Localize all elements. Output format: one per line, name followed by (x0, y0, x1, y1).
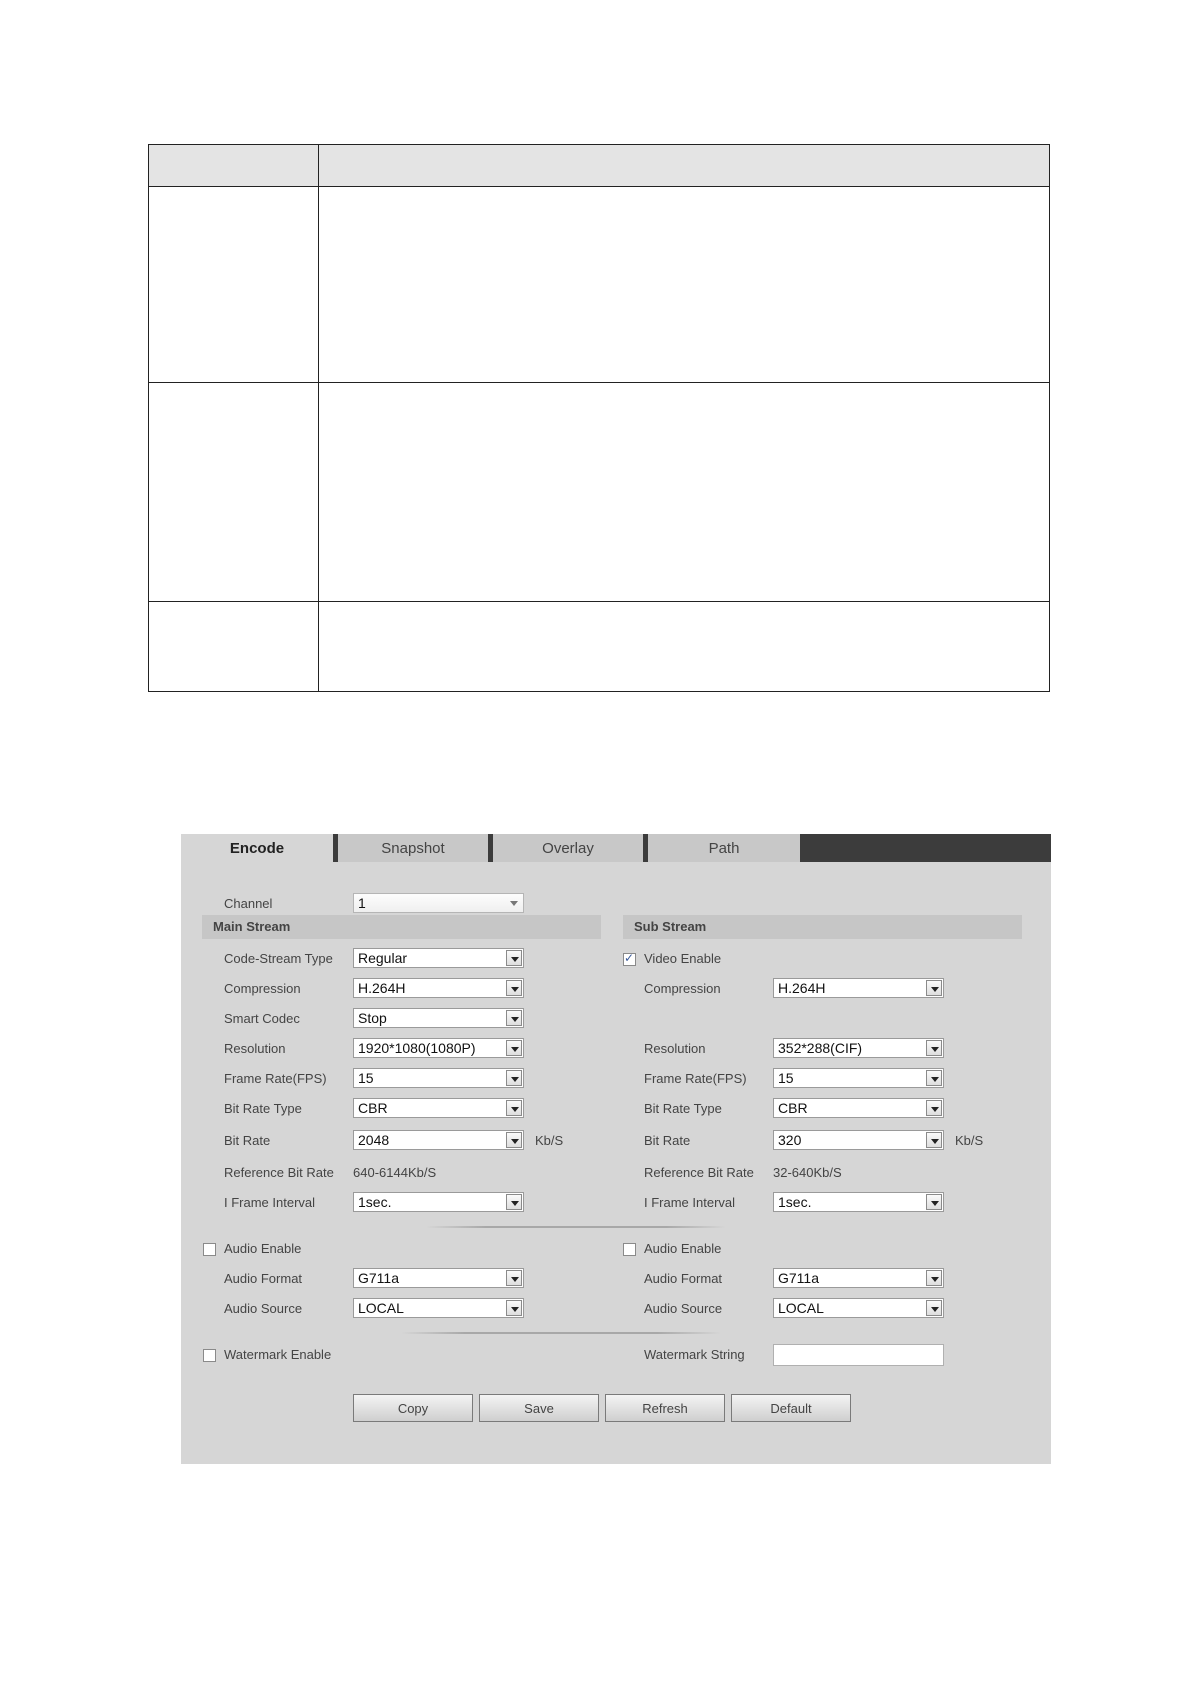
chevron-down-icon (926, 980, 942, 996)
channel-label: Channel (224, 896, 273, 911)
table-row (149, 187, 1050, 383)
default-button[interactable]: Default (731, 1394, 851, 1422)
main-audio-format-select[interactable] (353, 1268, 524, 1288)
tab-overlay[interactable]: Overlay (493, 834, 643, 862)
sub-audio-source-select[interactable] (773, 1298, 944, 1318)
chevron-down-icon (926, 1300, 942, 1316)
table-cell (149, 602, 319, 692)
sub-reference-bit-rate-label: Reference Bit Rate (644, 1165, 754, 1180)
table-header-row (149, 145, 1050, 187)
chevron-down-icon (506, 895, 522, 911)
main-audio-source-value: LOCAL (358, 1300, 404, 1316)
sub-compression-label: Compression (644, 981, 721, 996)
main-resolution-select[interactable] (353, 1038, 524, 1058)
table-cell (149, 187, 319, 383)
smart-codec-label: Smart Codec (224, 1011, 300, 1026)
chevron-down-icon (926, 1194, 942, 1210)
main-frame-rate-value: 15 (358, 1070, 374, 1086)
sub-audio-source-label: Audio Source (644, 1301, 723, 1316)
refresh-button[interactable]: Refresh (605, 1394, 725, 1422)
main-bit-rate-type-select[interactable] (353, 1098, 524, 1118)
chevron-down-icon (926, 1270, 942, 1286)
table-cell (149, 383, 319, 602)
main-reference-bit-rate-value: 640-6144Kb/S (353, 1165, 437, 1180)
main-resolution-value: 1920*1080(1080P) (358, 1040, 476, 1056)
sub-audio-enable-label: Audio Enable (644, 1241, 722, 1256)
tab-encode[interactable]: Encode (181, 834, 333, 862)
sub-audio-format-select[interactable] (773, 1268, 944, 1288)
sub-compression-value: H.264H (778, 980, 826, 996)
main-compression-label: Compression (224, 981, 301, 996)
main-bit-rate-type-value: CBR (358, 1100, 388, 1116)
encode-settings-panel (181, 834, 1051, 1464)
sub-bit-rate-select[interactable] (773, 1130, 944, 1150)
sub-i-frame-interval-label: I Frame Interval (644, 1195, 736, 1210)
save-button[interactable]: Save (479, 1394, 599, 1422)
chevron-down-icon (506, 1070, 522, 1086)
chevron-down-icon (506, 1040, 522, 1056)
watermark-string-label: Watermark String (644, 1347, 745, 1362)
sub-frame-rate-label: Frame Rate(FPS) (644, 1071, 747, 1086)
main-audio-enable-checkbox[interactable] (203, 1243, 216, 1256)
chevron-down-icon (506, 1010, 522, 1026)
main-audio-format-label: Audio Format (224, 1271, 303, 1286)
sub-audio-source-value: LOCAL (778, 1300, 824, 1316)
main-i-frame-interval-value: 1sec. (358, 1194, 392, 1210)
video-enable-checkbox[interactable] (623, 953, 636, 966)
copy-button[interactable]: Copy (353, 1394, 473, 1422)
table-cell (319, 602, 1050, 692)
watermark-enable-checkbox[interactable] (203, 1349, 216, 1362)
sub-resolution-value: 352*288(CIF) (778, 1040, 863, 1056)
sub-bit-rate-unit: Kb/S (955, 1133, 984, 1148)
main-i-frame-interval-label: I Frame Interval (224, 1195, 316, 1210)
main-audio-source-label: Audio Source (224, 1301, 303, 1316)
chevron-down-icon (506, 950, 522, 966)
chevron-down-icon (926, 1100, 942, 1116)
table-cell (319, 187, 1050, 383)
table-row (149, 383, 1050, 602)
code-stream-type-label: Code-Stream Type (224, 951, 333, 966)
main-stream-header: Main Stream (202, 915, 601, 939)
sub-resolution-select[interactable] (773, 1038, 944, 1058)
divider (401, 1332, 721, 1334)
sub-audio-format-value: G711a (778, 1270, 819, 1286)
chevron-down-icon (926, 1132, 942, 1148)
main-frame-rate-select[interactable] (353, 1068, 524, 1088)
sub-frame-rate-value: 15 (778, 1070, 794, 1086)
tab-path[interactable]: Path (648, 834, 800, 862)
chevron-down-icon (506, 980, 522, 996)
watermark-enable-label: Watermark Enable (224, 1347, 332, 1362)
table-row (149, 602, 1050, 692)
main-compression-value: H.264H (358, 980, 406, 996)
chevron-down-icon (506, 1132, 522, 1148)
main-i-frame-interval-select[interactable] (353, 1192, 524, 1212)
main-audio-format-value: G711a (358, 1270, 399, 1286)
main-resolution-label: Resolution (224, 1041, 286, 1056)
sub-stream-header: Sub Stream (623, 915, 1022, 939)
sub-frame-rate-select[interactable] (773, 1068, 944, 1088)
sub-bit-rate-value: 320 (778, 1132, 802, 1148)
table-cell (319, 383, 1050, 602)
sub-resolution-label: Resolution (644, 1041, 706, 1056)
main-smart-codec-select[interactable] (353, 1008, 524, 1028)
main-compression-select[interactable] (353, 978, 524, 998)
sub-compression-select[interactable] (773, 978, 944, 998)
channel-select[interactable] (353, 893, 524, 913)
sub-i-frame-interval-value: 1sec. (778, 1194, 812, 1210)
tab-snapshot[interactable]: Snapshot (338, 834, 488, 862)
sub-reference-bit-rate-value: 32-640Kb/S (773, 1165, 842, 1180)
sub-bit-rate-type-value: CBR (778, 1100, 808, 1116)
channel-value: 1 (358, 895, 366, 911)
sub-bit-rate-type-select[interactable] (773, 1098, 944, 1118)
chevron-down-icon (506, 1270, 522, 1286)
main-bit-rate-select[interactable] (353, 1130, 524, 1150)
document-table (148, 144, 1050, 692)
main-bit-rate-type-label: Bit Rate Type (224, 1101, 302, 1116)
main-code-stream-type-select[interactable] (353, 948, 524, 968)
chevron-down-icon (506, 1100, 522, 1116)
table-cell (319, 145, 1050, 187)
sub-audio-format-label: Audio Format (644, 1271, 723, 1286)
main-bit-rate-label: Bit Rate (224, 1133, 271, 1148)
main-audio-enable-label: Audio Enable (224, 1241, 302, 1256)
video-enable-label: Video Enable (644, 951, 722, 966)
table-cell (149, 145, 319, 187)
main-audio-source-select[interactable] (353, 1298, 524, 1318)
sub-i-frame-interval-select[interactable] (773, 1192, 944, 1212)
watermark-string-input[interactable] (773, 1344, 944, 1366)
tab-bar (181, 834, 1051, 862)
chevron-down-icon (506, 1300, 522, 1316)
main-smart-codec-value: Stop (358, 1010, 387, 1026)
divider (426, 1226, 726, 1228)
sub-audio-enable-checkbox[interactable] (623, 1243, 636, 1256)
chevron-down-icon (926, 1040, 942, 1056)
main-code-stream-type-value: Regular (358, 950, 408, 966)
main-bit-rate-unit: Kb/S (535, 1133, 564, 1148)
main-frame-rate-label: Frame Rate(FPS) (224, 1071, 327, 1086)
sub-bit-rate-type-label: Bit Rate Type (644, 1101, 722, 1116)
sub-bit-rate-label: Bit Rate (644, 1133, 691, 1148)
main-bit-rate-value: 2048 (358, 1132, 390, 1148)
chevron-down-icon (506, 1194, 522, 1210)
main-reference-bit-rate-label: Reference Bit Rate (224, 1165, 334, 1180)
chevron-down-icon (926, 1070, 942, 1086)
